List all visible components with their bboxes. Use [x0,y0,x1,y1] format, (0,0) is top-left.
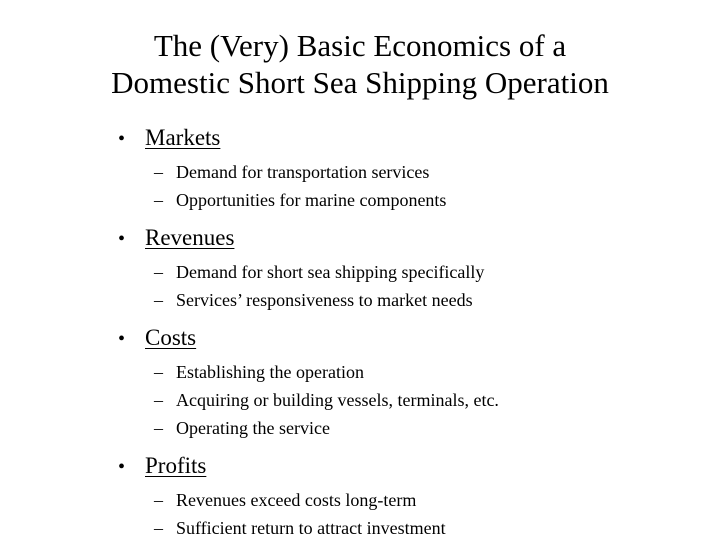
dash-icon: – [154,390,163,410]
dash-icon: – [154,262,163,282]
sub-list [154,258,698,314]
bullet-icon: • [118,228,126,250]
title-line-2: Domestic Short Sea Shipping Operation [111,65,609,100]
dash-icon: – [154,418,163,438]
sub-list [154,158,698,214]
sub-item-text: Operating the service [176,418,330,438]
section-profits [118,450,698,542]
section-label-costs: Costs [145,325,197,350]
slide-title [60,27,660,101]
bullet-icon: • [118,128,126,150]
sub-item [154,386,698,414]
sub-item [154,258,698,286]
sub-item-text: Sufficient return to attract investment [176,518,446,538]
sub-item [154,286,698,314]
sub-item [154,358,698,386]
sub-item [154,414,698,442]
bullet-icon: • [118,456,126,478]
dash-icon: – [154,290,163,310]
sub-item [154,186,698,214]
dash-icon: – [154,362,163,382]
dash-icon: – [154,190,163,210]
sub-item-text: Services’ responsiveness to market needs [176,290,473,310]
sub-item [154,158,698,186]
main-bullet-item [118,450,698,484]
section-costs [118,322,698,442]
sub-item [154,514,698,542]
dash-icon: – [154,162,163,182]
sub-item-text: Opportunities for marine components [176,190,447,210]
main-bullet-item [118,122,698,156]
section-label-markets: Markets [145,125,221,150]
title-line-1: The (Very) Basic Economics of a [153,28,567,63]
dash-icon: – [154,518,163,538]
sub-item [154,486,698,514]
section-markets [118,122,698,214]
sub-list [154,358,698,442]
sub-item-text: Demand for transportation services [176,162,430,182]
section-revenues [118,222,698,314]
dash-icon: – [154,490,163,510]
bullet-list [118,122,698,550]
section-label-profits: Profits [145,453,207,478]
sub-item-text: Acquiring or building vessels, terminals, etc. [176,390,499,410]
section-label-revenues: Revenues [145,225,235,250]
bullet-icon: • [118,328,126,350]
main-bullet-item [118,322,698,356]
sub-item-text: Establishing the operation [176,362,364,382]
sub-item-text: Revenues exceed costs long-term [176,490,417,510]
sub-item-text: Demand for short sea shipping specifically [176,262,485,282]
sub-list [154,486,698,542]
main-bullet-item [118,222,698,256]
